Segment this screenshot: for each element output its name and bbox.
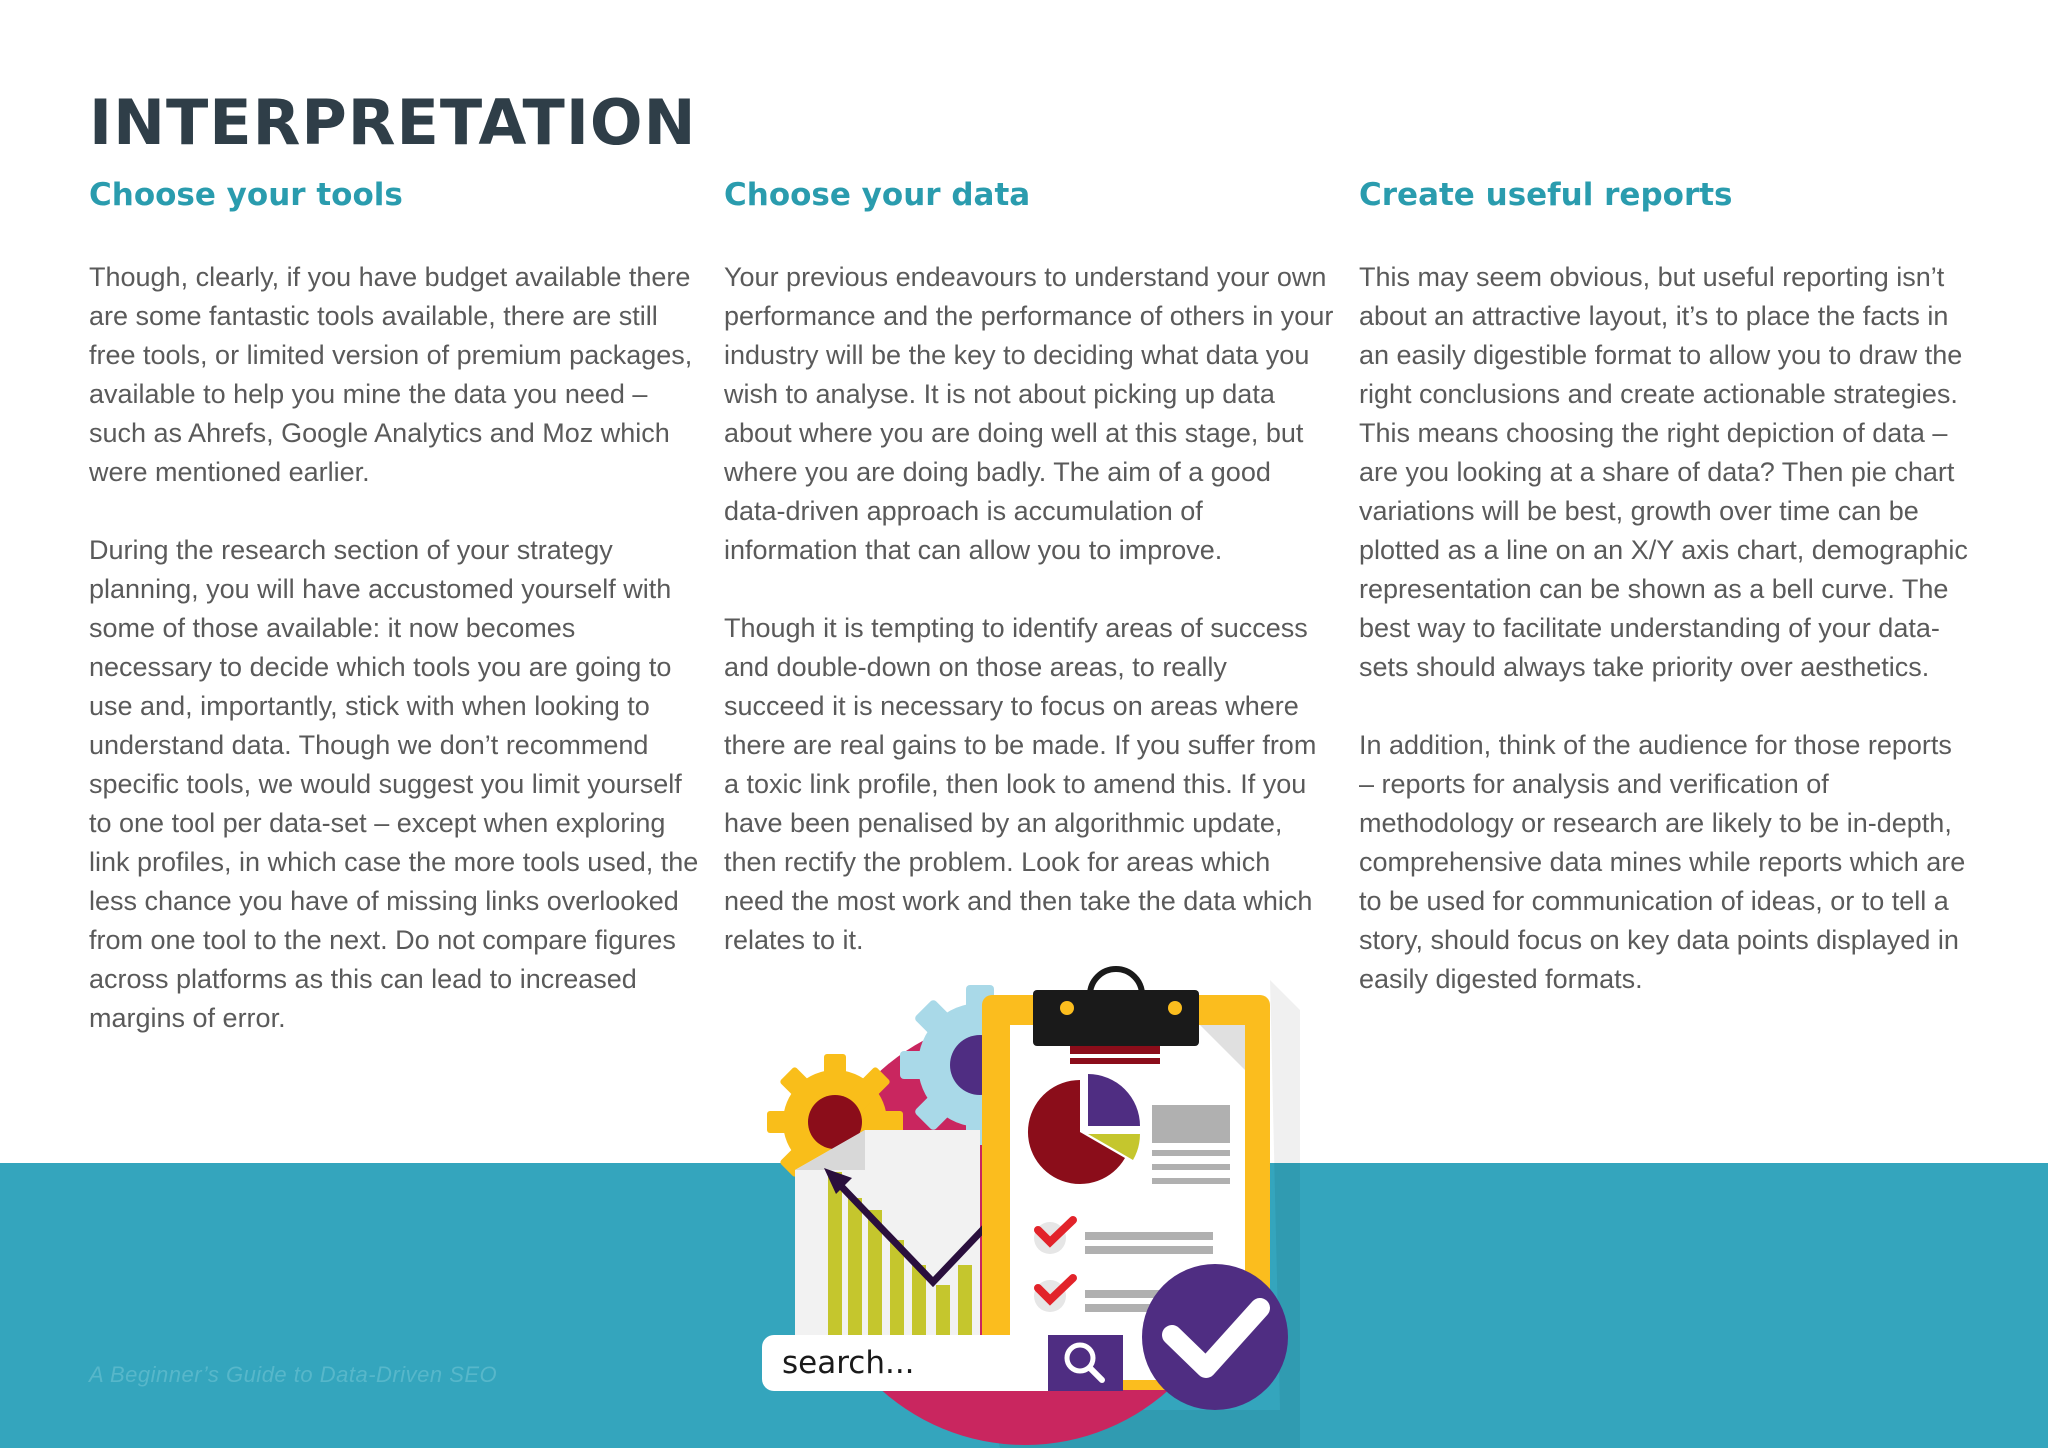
column-useful-reports [1359, 172, 1969, 1038]
paragraph: Though, clearly, if you have budget available there are some fantastic tools available, there are still free tools, or limited version of premium packages, available to help you mine the data you need – such as Ahrefs, Google Analytics and Moz which were mentioned earlier. [89, 262, 693, 487]
column-title: Create useful reports [1359, 177, 1733, 213]
paragraph: This may seem obvious, but useful reporting isn’t about an attractive layout, it’s to place the facts in an easily digestible format to allow you to draw the right conclusions and create actionable strategies. This means choosing the right depiction of data – are you looking at a share of data? Then pie chart variations will be best, growth over time can be plotted as a line on an X/Y axis chart, demographic representation can be shown as a bell curve. The best way to facilitate understanding of your data-sets should always take priority over aesthetics. [1359, 262, 1968, 682]
footer-guide-title: A Beginner’s Guide to Data-Driven SEO [89, 1362, 498, 1387]
bar-chart-icon [795, 1130, 990, 1340]
search-bar [762, 1335, 1123, 1391]
paragraph: Though it is tempting to identify areas of success and double-down on those areas, to really succeed it is necessary to focus on areas where there are real gains to be made. If you suffer from a toxic link profile, then look to amend this. If you have been penalised by an algorithmic update, then rectify the problem. Look for areas which need the most work and then take the data which relates to it. [724, 613, 1317, 955]
column-title: Choose your data [724, 177, 1031, 213]
column-choose-data [724, 172, 1334, 999]
page-title: INTERPRETATION [89, 86, 697, 159]
column-title: Choose your tools [89, 177, 403, 213]
checkmark-icon [1142, 1264, 1288, 1410]
paragraph: In addition, think of the audience for those reports – reports for analysis and verification of methodology or research are likely to be in-depth, comprehensive data mines while reports which are to be used for communication of ideas, or to tell a story, should focus on key data points displayed in easily digested formats. [1359, 730, 1966, 994]
data-analysis-illustration [740, 940, 1300, 1448]
column-choose-tools [89, 172, 699, 1077]
paragraph: During the research section of your strategy planning, you will have accustomed yourself with some of those available: it now becomes necessary to decide which tools you are going to use and, importantly, stick with when looking to understand data. Though we don’t recommend specific tools, we would suggest you limit yourself to one tool per data-set – except when exploring link profiles, in which case the more tools used, the less chance you have of missing links overlooked from one tool to the next. Do not compare figures across platforms as this can lead to increased margins of error. [89, 535, 699, 1033]
search-text: search... [782, 1345, 915, 1381]
paragraph: Your previous endeavours to understand your own performance and the performance of others in your industry will be the key to deciding what data you wish to analyse. It is not about picking up data about where you are doing well at this stage, but where you are doing badly. The aim of a good data-driven approach is accumulation of information that can allow you to improve. [724, 262, 1334, 565]
